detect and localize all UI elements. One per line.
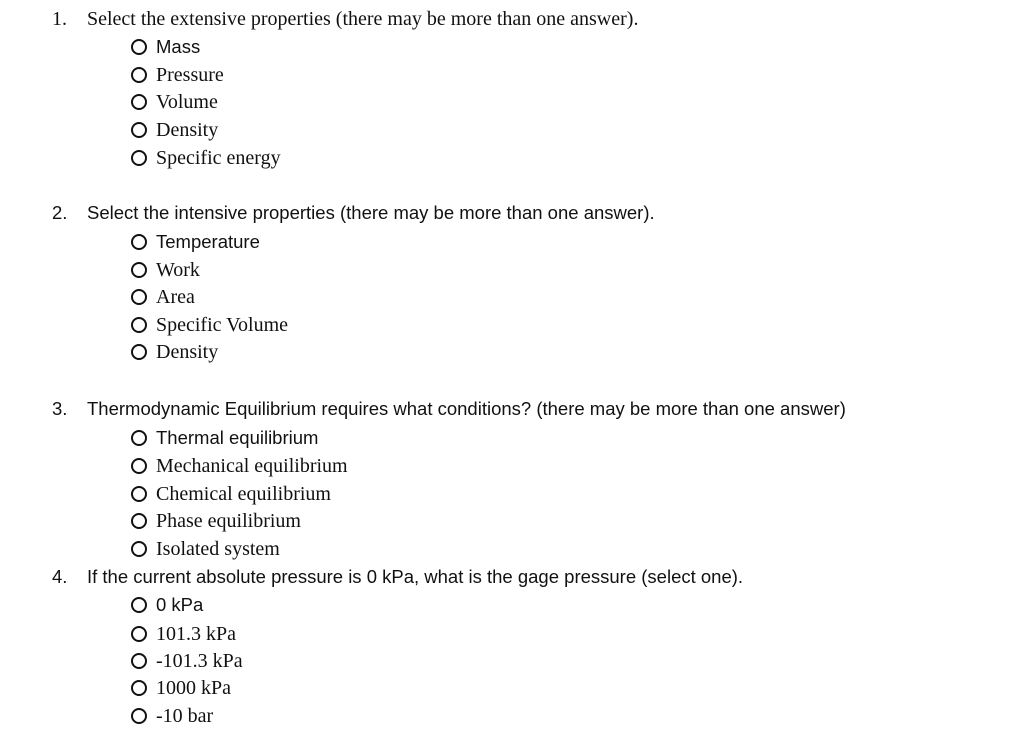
option-label: Isolated system: [156, 538, 280, 560]
option-label: Chemical equilibrium: [156, 483, 331, 505]
radio-button[interactable]: [131, 541, 147, 557]
option-label: 101.3 kPa: [156, 623, 236, 645]
option-isolated-system[interactable]: [131, 537, 280, 561]
option-label: Density: [156, 341, 219, 363]
option-101-3-kpa[interactable]: [131, 622, 236, 646]
question-2-heading: [52, 202, 655, 224]
question-prompt: Thermodynamic Equilibrium requires what conditions? (there may be more than one answer): [87, 398, 846, 419]
radio-button[interactable]: [131, 458, 147, 474]
option-label: 0 kPa: [156, 594, 204, 615]
question-number: 1.: [52, 8, 67, 30]
option-mechanical-equilibrium[interactable]: [131, 454, 348, 478]
radio-button[interactable]: [131, 430, 147, 446]
option-label: Temperature: [156, 231, 260, 252]
question-prompt: Select the intensive properties (there may be more than one answer).: [87, 202, 655, 223]
radio-button[interactable]: [131, 513, 147, 529]
option-pressure[interactable]: [131, 63, 224, 87]
question-number: 4.: [52, 566, 68, 587]
option-label: 1000 kPa: [156, 677, 231, 699]
option-label: Mechanical equilibrium: [156, 455, 348, 477]
radio-button[interactable]: [131, 626, 147, 642]
radio-button[interactable]: [131, 597, 147, 613]
question-4-heading: [52, 566, 743, 588]
radio-button[interactable]: [131, 344, 147, 360]
radio-button[interactable]: [131, 150, 147, 166]
question-3-heading: [52, 398, 846, 420]
question-1-heading: [52, 8, 638, 30]
radio-button[interactable]: [131, 708, 147, 724]
option-chemical-equilibrium[interactable]: [131, 482, 331, 506]
option-thermal-equilibrium[interactable]: [131, 426, 318, 450]
radio-button[interactable]: [131, 262, 147, 278]
question-prompt: If the current absolute pressure is 0 kPa, what is the gage pressure (select one).: [87, 566, 744, 587]
question-number: 3.: [52, 398, 68, 419]
radio-button[interactable]: [131, 289, 147, 305]
option-label: Specific Volume: [156, 314, 289, 336]
option-1000-kpa[interactable]: [131, 676, 231, 700]
radio-button[interactable]: [131, 653, 147, 669]
radio-button[interactable]: [131, 317, 147, 333]
option-label: Thermal equilibrium: [156, 427, 319, 448]
option-label: -101.3 kPa: [156, 650, 243, 672]
radio-button[interactable]: [131, 67, 147, 83]
option-0-kpa[interactable]: [131, 593, 203, 617]
option-area[interactable]: [131, 285, 195, 309]
radio-button[interactable]: [131, 122, 147, 138]
option-neg-101-3-kpa[interactable]: [131, 649, 243, 673]
radio-button[interactable]: [131, 39, 147, 55]
option-label: Mass: [156, 36, 201, 57]
option-phase-equilibrium[interactable]: [131, 509, 301, 533]
option-label: Volume: [156, 91, 218, 113]
question-number: 2.: [52, 202, 68, 223]
option-label: Work: [156, 259, 200, 281]
option-specific-volume[interactable]: [131, 313, 288, 337]
option-label: Area: [156, 286, 195, 308]
option-neg-10-bar[interactable]: [131, 704, 213, 728]
option-temperature[interactable]: [131, 230, 260, 254]
option-mass[interactable]: [131, 35, 200, 59]
radio-button[interactable]: [131, 486, 147, 502]
option-specific-energy[interactable]: [131, 146, 281, 170]
radio-button[interactable]: [131, 94, 147, 110]
question-prompt: Select the extensive properties (there may be more than one answer).: [87, 8, 639, 30]
radio-button[interactable]: [131, 680, 147, 696]
option-label: Pressure: [156, 64, 224, 86]
option-label: Specific energy: [156, 147, 281, 169]
option-density[interactable]: [131, 340, 218, 364]
option-label: Phase equilibrium: [156, 510, 301, 532]
radio-button[interactable]: [131, 234, 147, 250]
option-work[interactable]: [131, 258, 200, 282]
option-density[interactable]: [131, 118, 218, 142]
option-label: Density: [156, 119, 219, 141]
option-label: -10 bar: [156, 705, 214, 727]
option-volume[interactable]: [131, 90, 218, 114]
